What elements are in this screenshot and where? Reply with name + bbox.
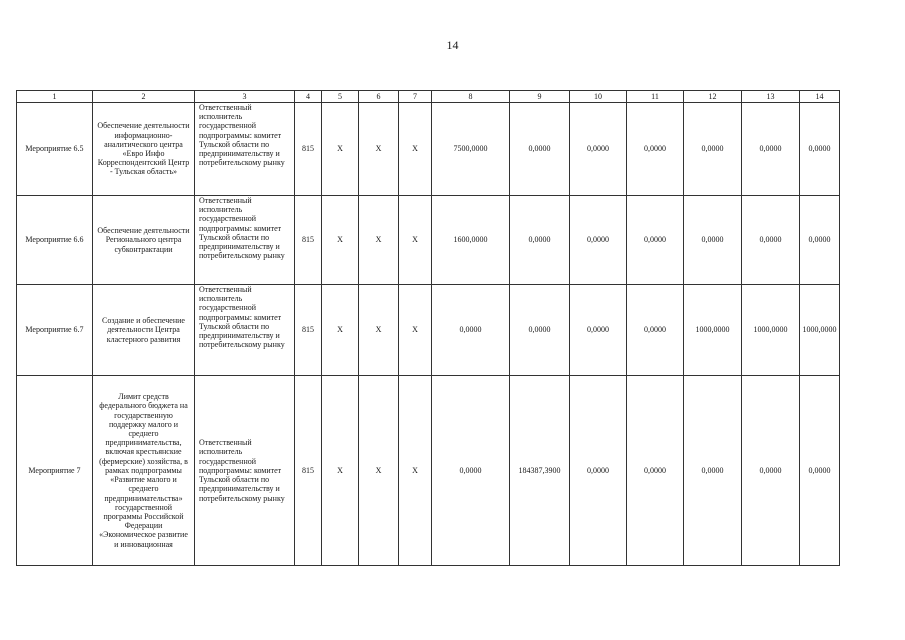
cell-7: X: [399, 196, 432, 285]
amount-13: 0,0000: [742, 376, 800, 566]
amount-14: 0,0000: [800, 103, 840, 196]
cell-6: X: [359, 103, 399, 196]
column-header: 3: [195, 91, 295, 103]
budget-code: 815: [295, 196, 322, 285]
column-header: 12: [684, 91, 742, 103]
executor: Ответственный исполнитель государственной подпрограммы: комитет Тульской области по предпринимательству и потребительскому рынку: [195, 376, 295, 566]
amount-13: 0,0000: [742, 196, 800, 285]
amount-8: 0,0000: [432, 285, 510, 376]
activity-description: Обеспечение деятельности информационно-аналитического центра «Евро Инфо Корреспондентский Центр - Тульская область»: [93, 103, 195, 196]
column-header: 9: [510, 91, 570, 103]
page-number: 14: [446, 38, 459, 52]
amount-9: 0,0000: [510, 103, 570, 196]
amount-8: 7500,0000: [432, 103, 510, 196]
header-row: [17, 91, 840, 103]
amount-11: 0,0000: [627, 285, 684, 376]
activity-name: Мероприятие 6.7: [17, 285, 93, 376]
budget-code: 815: [295, 376, 322, 566]
amount-11: 0,0000: [627, 196, 684, 285]
column-header: 13: [742, 91, 800, 103]
amount-13: 0,0000: [742, 103, 800, 196]
column-header: 14: [800, 91, 840, 103]
cell-7: X: [399, 103, 432, 196]
column-header: 5: [322, 91, 359, 103]
activity-description: Создание и обеспечение деятельности Центра кластерного развития: [93, 285, 195, 376]
table-row: [17, 103, 840, 196]
amount-9: 0,0000: [510, 285, 570, 376]
cell-5: X: [322, 103, 359, 196]
amount-10: 0,0000: [570, 285, 627, 376]
amount-11: 0,0000: [627, 103, 684, 196]
activity-name: Мероприятие 6.5: [17, 103, 93, 196]
column-header: 11: [627, 91, 684, 103]
amount-14: 0,0000: [800, 376, 840, 566]
amount-9: 0,0000: [510, 196, 570, 285]
amount-10: 0,0000: [570, 196, 627, 285]
amount-12: 0,0000: [684, 196, 742, 285]
amount-10: 0,0000: [570, 376, 627, 566]
budget-code: 815: [295, 285, 322, 376]
budget-code: 815: [295, 103, 322, 196]
activity-description: Лимит средств федерального бюджета на государственную поддержку малого и среднего предпринимательства, включая крестьянские (фермерские) хозяйства, в рамках подпрограммы «Развитие малого и среднего предпринимательства» государственной программы Российской Федерации «Экономическое развитие и инновационная: [93, 376, 195, 566]
table-row: [17, 285, 840, 376]
column-header: 6: [359, 91, 399, 103]
executor: Ответственный исполнитель государственной подпрограммы: комитет Тульской области по предпринимательству и потребительскому рынку: [195, 103, 295, 196]
cell-6: X: [359, 285, 399, 376]
amount-11: 0,0000: [627, 376, 684, 566]
column-header: 7: [399, 91, 432, 103]
column-header: 1: [17, 91, 93, 103]
column-header: 10: [570, 91, 627, 103]
amount-10: 0,0000: [570, 103, 627, 196]
activity-name: Мероприятие 6.6: [17, 196, 93, 285]
cell-6: X: [359, 376, 399, 566]
amount-12: 1000,0000: [684, 285, 742, 376]
column-header: 2: [93, 91, 195, 103]
amount-9: 184387,3900: [510, 376, 570, 566]
column-header: 8: [432, 91, 510, 103]
cell-7: X: [399, 285, 432, 376]
amount-14: 0,0000: [800, 196, 840, 285]
amount-12: 0,0000: [684, 103, 742, 196]
activity-description: Обеспечение деятельности Регионального центра субконтрактации: [93, 196, 195, 285]
executor: Ответственный исполнитель государственной подпрограммы: комитет Тульской области по предпринимательству и потребительскому рынку: [195, 196, 295, 285]
amount-8: 1600,0000: [432, 196, 510, 285]
amount-13: 1000,0000: [742, 285, 800, 376]
budget-table: [16, 90, 840, 566]
cell-5: X: [322, 376, 359, 566]
cell-5: X: [322, 285, 359, 376]
amount-8: 0,0000: [432, 376, 510, 566]
amount-12: 0,0000: [684, 376, 742, 566]
amount-14: 1000,0000: [800, 285, 840, 376]
activity-name: Мероприятие 7: [17, 376, 93, 566]
table-row: [17, 376, 840, 566]
cell-6: X: [359, 196, 399, 285]
column-header: 4: [295, 91, 322, 103]
table-row: [17, 196, 840, 285]
executor: Ответственный исполнитель государственной подпрограммы: комитет Тульской области по предпринимательству и потребительскому рынку: [195, 285, 295, 376]
cell-5: X: [322, 196, 359, 285]
cell-7: X: [399, 376, 432, 566]
